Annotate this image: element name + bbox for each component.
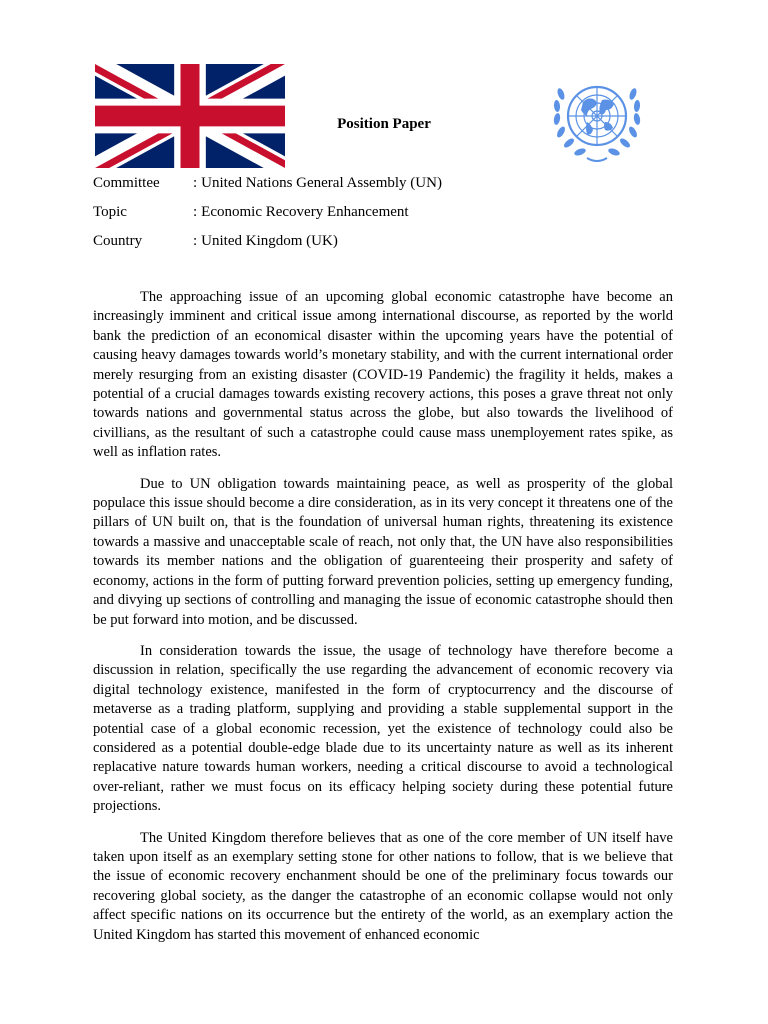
paragraph-2: Due to UN obligation towards maintaining peace, as well as prosperity of the global populace this issue should become a dire consideration, as in its very concept it threatens one of the pillars of UN built on, that is the foundation of universal human rights, threatening its existence towards a massive and unacceptable scale of reach, not only that, the UN have also responsibilities towards its member nations and the obligation of guarenteeing their prosperity and safety of economy, actions in the form of putting forward prevention policies, setting up emergency funding, and divying up sections of controlling and managing the issue of economic catastrophe should then be put forward into motion, and be discussed. <box>93 475 673 628</box>
body-text <box>93 288 673 957</box>
meta-label: Committee <box>93 175 160 191</box>
meta-label: Topic <box>93 204 127 220</box>
meta-separator: : <box>193 175 198 191</box>
meta-row-committee <box>93 173 693 202</box>
document-metadata <box>93 173 693 260</box>
page-title: Position Paper <box>337 116 431 132</box>
meta-separator: : <box>193 233 198 249</box>
meta-row-country <box>93 231 693 260</box>
paragraph-4: The United Kingdom therefore believes that as one of the core member of UN itself have taken upon itself as an exemplary setting stone for other nations to follow, that is we believe that the issue of economic recovery enchanment should be one of the preliminary focus towards our recovering global society, as the danger the catastrophe of an economic collapse would not only affect specific nations on its occurrence but the entirety of the world, as an exemplary action the United Kingdom has started this movement of enhanced economic <box>93 829 673 943</box>
meta-value: United Nations General Assembly (UN) <box>201 175 442 191</box>
paragraph-3: In consideration towards the issue, the usage of technology have therefore become a discussion in relation, specifically the use regarding the advancement of economic recovery via digital technology existence, manifested in the form of cryptocurrency and the discourse of metaverse as a trading platform, supplying and providing a stable supplemental support in the potential case of a global economic recession, yet the existence of technology could also be considered as a potential double-edge blade due to its uncertainty nature as well as its inherent replacative nature towards human workers, needing a critical discourse to avoid a technological over-reliant, rather we must focus on its efficacy helping society during these potential future projections. <box>93 642 673 815</box>
meta-label: Country <box>93 233 143 249</box>
meta-value: Economic Recovery Enhancement <box>201 204 409 220</box>
meta-row-topic <box>93 202 693 231</box>
meta-value: United Kingdom (UK) <box>201 233 338 249</box>
meta-separator: : <box>193 204 198 220</box>
paragraph-1: The approaching issue of an upcoming global economic catastrophe have become an increasingly imminent and critical issue among international discourse, as reported by the world bank the prediction of an economical disaster within the upcoming years have the potential of causing heavy damages towards world’s monetary stability, and with the current international order merely resurging from an existing disaster (COVID-19 Pandemic) the fragility it helds, makes a potential of a crucial damages towards existing recovery actions, this poses a grave threat not only towards nations and governmental status across the globe, but also towards the livelihood of civillians, as the resultant of such a catastrophe could cause mass unemployement rates spike, as well as inflation rates. <box>93 289 673 461</box>
